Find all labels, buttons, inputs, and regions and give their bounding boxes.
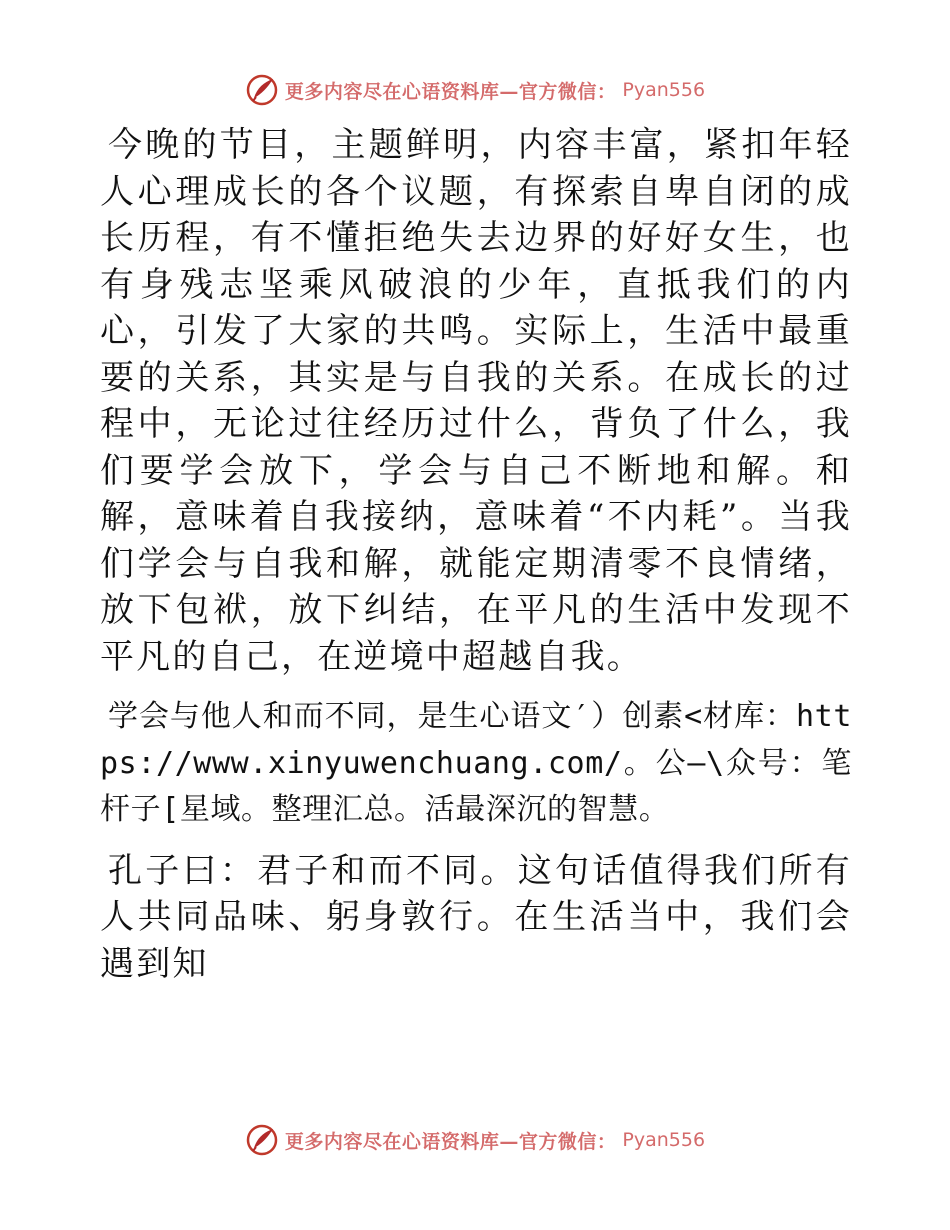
footer-banner-contact: Pyan556 (622, 1129, 706, 1151)
paragraph-1: 今晚的节目，主题鲜明，内容丰富，紧扣年轻人心理成长的各个议题，有探索自卑自闭的成长历程，有不懂拒绝失去边界的好好女生，也有身残志坚乘风破浪的少年，直抵我们的内心，引发了大家的共鸣。实际上，生活中最重要的关系，其实是与自我的关系。在成长的过程中，无论过往经历过什么，背负了什么，我们要学会放下，学会与自己不断地和解。和解，意味着自我接纳，意味着“不内耗”。当我们学会与自我和解，就能定期清零不良情绪，放下包袱，放下纠结，在平凡的生活中发现不平凡的自己，在逆境中超越自我。 (100, 125, 852, 677)
footer-banner (0, 1120, 950, 1160)
footer-banner-text: 更多内容尽在心语资料库—官方微信： (284, 1130, 617, 1153)
header-banner-text: 更多内容尽在心语资料库—官方微信： (284, 80, 617, 103)
paragraph-2: 学会与他人和而不同，是生心语文′）创素<材库：https://www.xinyuwenchuang.com/。公—\众号：笔杆子[星域。整理汇总。活最深沉的智慧。 (100, 699, 852, 827)
feather-pen-logo-icon (245, 73, 279, 107)
document-body (100, 122, 852, 1001)
feather-pen-logo-icon (245, 1123, 279, 1157)
header-banner (0, 70, 950, 110)
header-banner-contact: Pyan556 (622, 79, 706, 101)
paragraph-3: 孔子曰：君子和而不同。这句话值得我们所有人共同品味、躬身敦行。在生活当中，我们会遇到知 (100, 850, 852, 984)
